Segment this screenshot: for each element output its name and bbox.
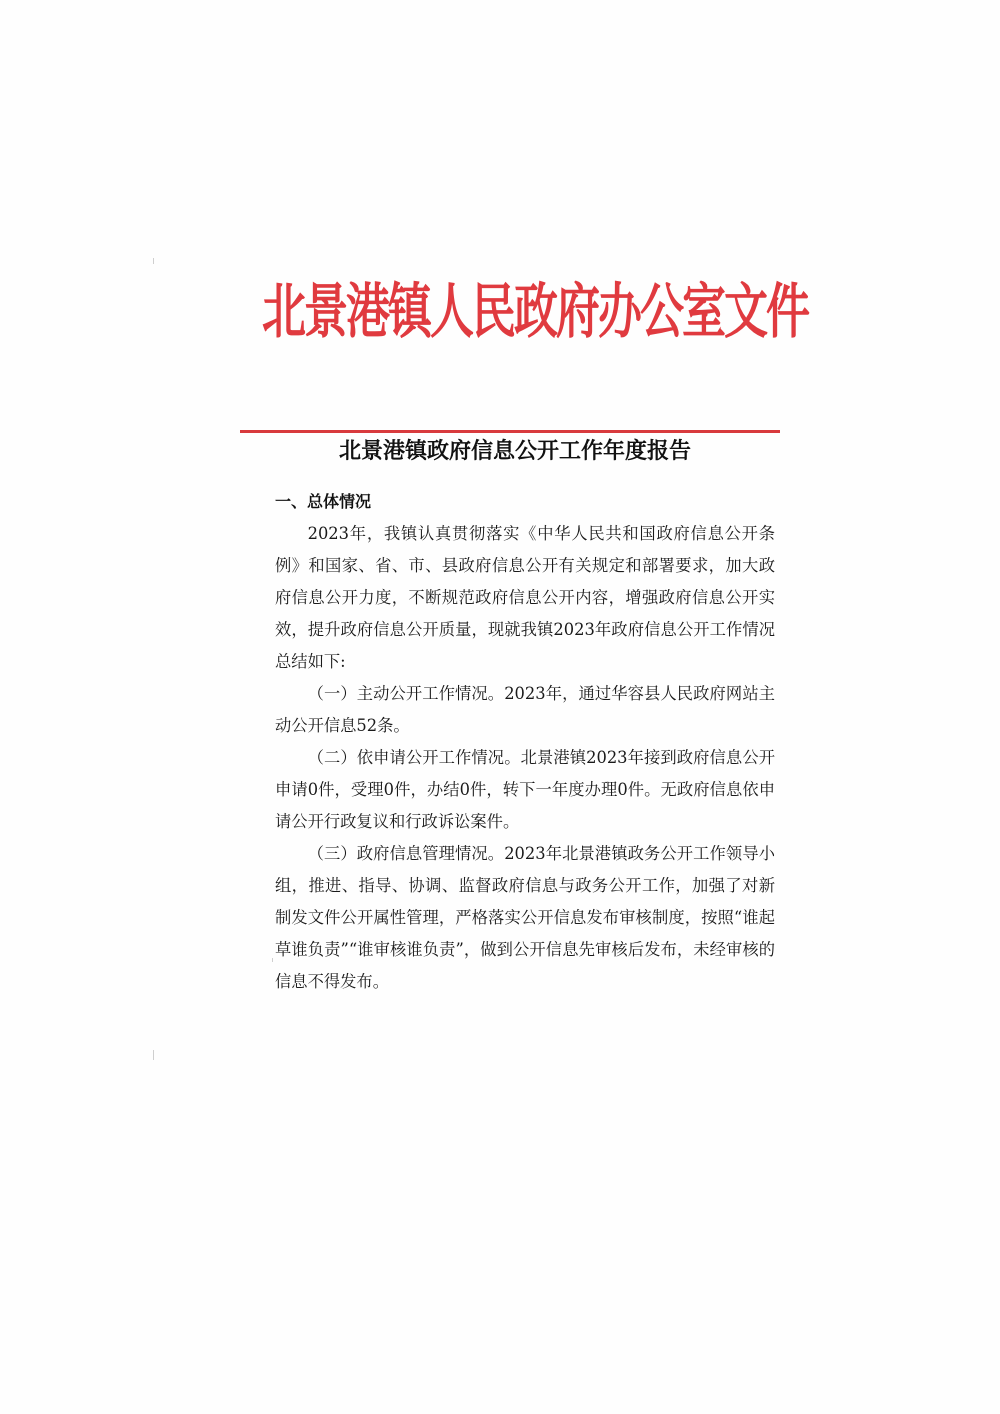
document-issuer-header: 北景港镇人民政府办公室文件 bbox=[262, 277, 808, 347]
scan-artifact bbox=[153, 1050, 154, 1060]
scan-artifact bbox=[272, 958, 273, 962]
paragraph-information-management: （三）政府信息管理情况。2023年北景港镇政务公开工作领导小组，推进、指导、协调、监督政府信息与政务公开工作，加强了对新制发文件公开属性管理，严格落实公开信息发布审核制度，按照“谁起草谁负责”“谁审核谁负责”，做到公开信息先审核后发布，未经审核的信息不得发布。 bbox=[275, 844, 775, 991]
scan-artifact bbox=[153, 258, 154, 264]
paragraph-overview: 2023年，我镇认真贯彻落实《中华人民共和国政府信息公开条例》和国家、省、市、县政府信息公开有关规定和部署要求，加大政府信息公开力度，不断规范政府信息公开内容，增强政府信息公开实效，提升政府信息公开质量，现就我镇2023年政府信息公开工作情况总结如下: bbox=[275, 524, 775, 671]
report-body bbox=[275, 486, 775, 998]
section-heading: 一、总体情况 bbox=[275, 492, 372, 511]
paragraph-request-disclosure: （二）依申请公开工作情况。北景港镇2023年接到政府信息公开申请0件，受理0件，办结0件，转下一年度办理0件。无政府信息依申请公开行政复议和行政诉讼案件。 bbox=[275, 748, 775, 831]
red-divider-line bbox=[240, 430, 780, 433]
paragraph-proactive-disclosure: （一）主动公开工作情况。2023年，通过华容县人民政府网站主动公开信息52条。 bbox=[275, 684, 775, 735]
report-title: 北景港镇政府信息公开工作年度报告 bbox=[338, 439, 691, 464]
